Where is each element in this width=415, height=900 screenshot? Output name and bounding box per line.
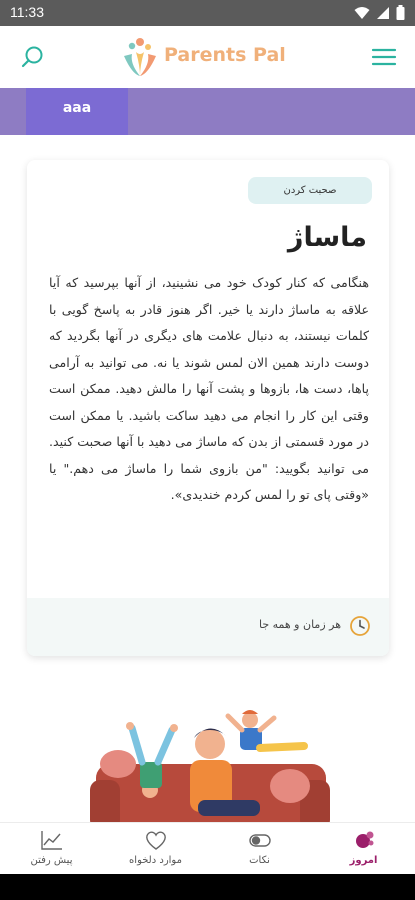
system-navigation-bar	[0, 874, 415, 900]
status-time: 11:33	[10, 4, 44, 20]
clock-icon	[349, 615, 371, 637]
logo-family-icon	[118, 34, 162, 80]
nav-label-favorites: موارد دلخواه	[129, 855, 182, 866]
heart-icon	[144, 829, 168, 851]
card-footer	[27, 598, 389, 656]
brand-name	[164, 44, 286, 66]
nav-label-tips: نکات	[249, 855, 270, 866]
category-chip: صحبت کردن	[248, 177, 372, 204]
tab-aaa[interactable]: aaa	[26, 88, 128, 135]
wifi-icon	[354, 6, 370, 20]
menu-button[interactable]	[369, 42, 399, 72]
search-button[interactable]	[18, 42, 48, 72]
signal-icon	[376, 6, 390, 20]
brand-part2: Pal	[253, 44, 286, 66]
nav-item-favorites[interactable]	[104, 823, 207, 875]
activity-card[interactable]	[27, 160, 389, 656]
status-bar	[0, 0, 415, 26]
time-place-label: هر زمان و همه جا	[258, 618, 341, 631]
brand-part1: Parents	[164, 44, 247, 66]
search-icon	[18, 42, 48, 72]
nav-label-today: امروز	[349, 855, 378, 866]
nav-item-tips[interactable]	[208, 823, 311, 875]
bottom-navigation	[0, 822, 415, 874]
family-illustration	[90, 700, 330, 824]
activity-title: ماساژ	[287, 222, 367, 253]
status-icons	[354, 5, 405, 20]
toggle-icon	[248, 829, 272, 851]
nav-item-today[interactable]	[312, 823, 415, 875]
progress-chart-icon	[40, 829, 64, 851]
activity-description: هنگامی که کنار کودک خود می نشینید، از آنها بپرسید که آیا علاقه به ماساژ دارند یا خیر. اگر هنوز قادر به پاسخ گویی با کلمات نیستند، به دنبال علامت های دیگری در آنها بگردید که دوست دارند همین الان لمس شوند یا نه. می توانید به آرامی پاها، دست ها، بازوها و پشت آنها را مالش دهید. ممکن است وقتی این کار را انجام می دهید ساکت باشید. یا ممکن است در مورد قسمتی از بدن که ماساژ می دهید با آنها صحبت کنید. می توانید بگویید: "من بازوی شما را ماساژ می دهم." یا «وقتی پای تو را لمس کردم خندیدی».	[49, 275, 369, 502]
app-header	[0, 26, 415, 88]
category-tab-strip	[0, 88, 415, 135]
app-logo	[118, 34, 298, 80]
menu-icon	[369, 42, 399, 72]
battery-icon	[396, 5, 405, 20]
today-icon	[352, 829, 376, 851]
nav-label-progress: پیش رفتن	[30, 855, 73, 866]
nav-item-progress[interactable]	[0, 823, 103, 875]
